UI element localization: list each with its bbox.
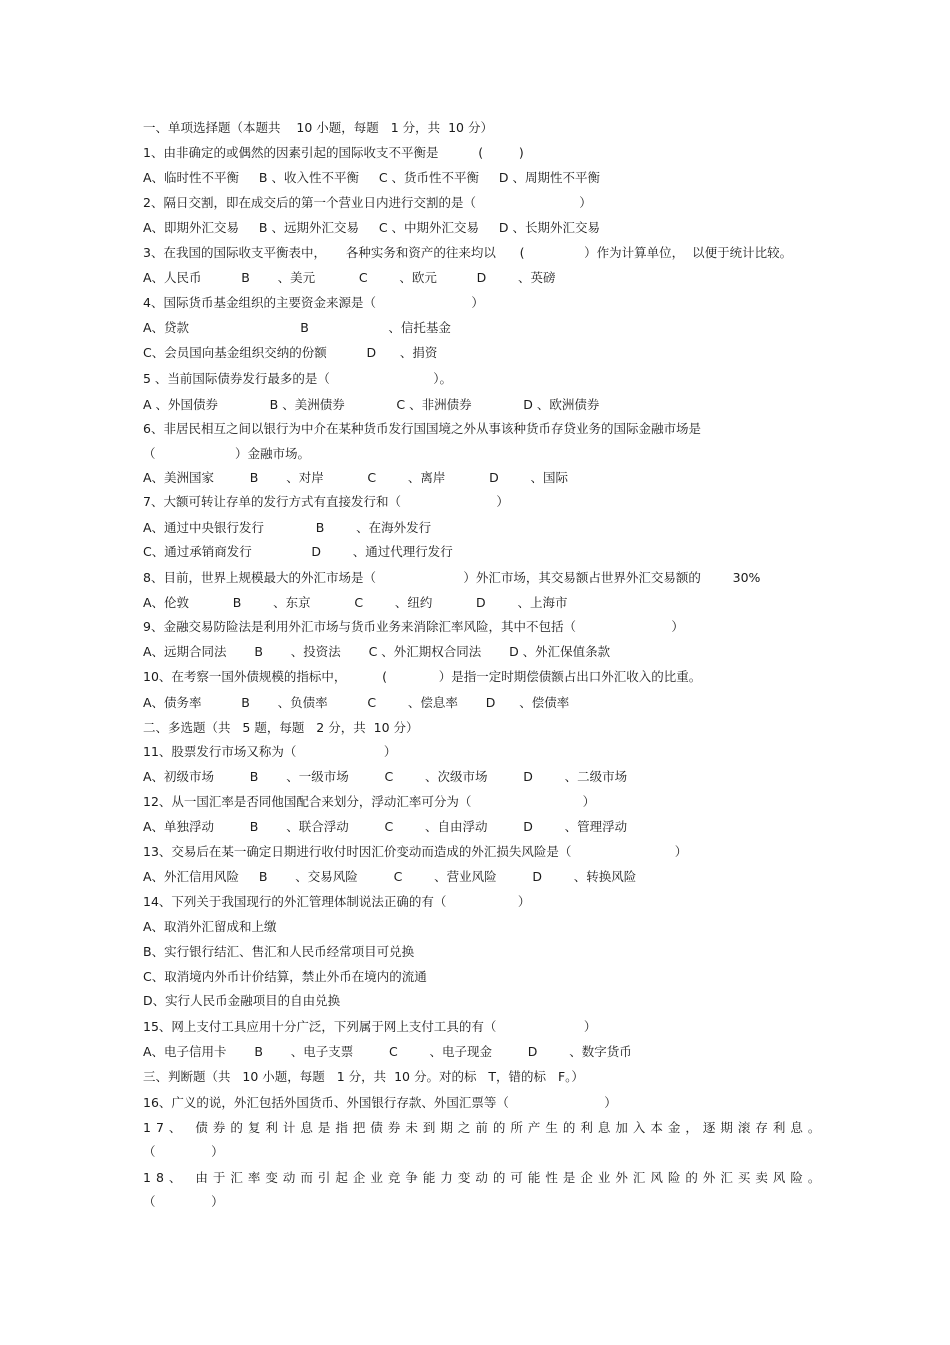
question-17: 17、 债券的复利计息是指把债券未到期之前的所产生的利息加入本金，逐期滚存利息。 bbox=[143, 1120, 826, 1135]
question-17-blank: （ ） bbox=[143, 1144, 224, 1159]
question-15-options: A、电子信用卡 B 、电子支票 C 、电子现金 D 、数字货币 bbox=[143, 1044, 632, 1059]
section-heading-true-false: 三、判断题（共 10 小题，每题 1 分，共 10 分。对的标 T，错的标 F。） bbox=[143, 1069, 584, 1084]
question-14: 14、下列关于我国现行的外汇管理体制说法正确的有（ ） bbox=[143, 894, 531, 909]
question-7: 7、大额可转让存单的发行方式有直接发行和（ ） bbox=[143, 494, 509, 509]
question-3-options: A、人民币 B 、美元 C 、欧元 D 、英磅 bbox=[143, 270, 556, 285]
question-13: 13、交易后在某一确定日期进行收付时因汇价变动而造成的外汇损失风险是（ ） bbox=[143, 844, 688, 859]
question-10: 10、在考察一国外债规模的指标中， ( ）是指一定时期偿债额占出口外汇收入的比重。 bbox=[143, 669, 702, 684]
question-15: 15、网上支付工具应用十分广泛，下列属于网上支付工具的有（ ） bbox=[143, 1019, 597, 1034]
question-9-options: A、远期合同法 B 、投资法 C 、外汇期权合同法 D 、外汇保值条款 bbox=[143, 644, 611, 659]
question-2-options: A、即期外汇交易 B 、远期外汇交易 C 、中期外汇交易 D 、长期外汇交易 bbox=[143, 220, 601, 235]
question-2: 2、隔日交割，即在成交后的第一个营业日内进行交割的是（ ） bbox=[143, 195, 592, 210]
question-3: 3、在我国的国际收支平衡表中， 各种实务和资产的往来均以 ( ）作为计算单位， 以便于统计比较。 bbox=[143, 245, 793, 260]
question-5: 5 、当前国际债券发行最多的是（ ）。 bbox=[143, 371, 452, 386]
question-5-options: A 、外国债券 B 、美洲债券 C 、非洲债券 D 、欧洲债券 bbox=[143, 397, 600, 412]
question-6: 6、非居民相互之间以银行为中介在某种货币发行国国境之外从事该种货币存贷业务的国际金融市场是 bbox=[143, 421, 701, 436]
question-6-continued: （ ）金融市场。 bbox=[143, 446, 310, 461]
section-heading-single-choice: 一、单项选择题（本题共 10 小题，每题 1 分，共 10 分） bbox=[143, 120, 493, 135]
question-1-options: A、临时性不平衡 B 、收入性不平衡 C 、货币性不平衡 D 、周期性不平衡 bbox=[143, 170, 601, 185]
question-7-options-ab: A、通过中央银行发行 B 、在海外发行 bbox=[143, 520, 432, 535]
question-7-options-cd: C、通过承销商发行 D 、通过代理行发行 bbox=[143, 544, 453, 559]
question-8-options: A、伦敦 B 、东京 C 、纽约 D 、上海市 bbox=[143, 595, 568, 610]
question-9: 9、金融交易防险法是利用外汇市场与货币业务来消除汇率风险，其中不包括（ ） bbox=[143, 619, 684, 634]
question-14-option-c: C、取消境内外币计价结算，禁止外币在境内的流通 bbox=[143, 969, 427, 984]
question-11-options: A、初级市场 B 、一级市场 C 、次级市场 D 、二级市场 bbox=[143, 769, 628, 784]
question-18: 18、 由于汇率变动而引起企业竞争能力变动的可能性是企业外汇风险的外汇买卖风险。 bbox=[143, 1170, 826, 1185]
question-4: 4、国际货币基金组织的主要资金来源是（ ） bbox=[143, 295, 484, 310]
question-4-options-cd: C、会员国向基金组织交纳的份额 D 、捐资 bbox=[143, 345, 438, 360]
question-13-options: A、外汇信用风险 B 、交易风险 C 、营业风险 D 、转换风险 bbox=[143, 869, 637, 884]
question-12-options: A、单独浮动 B 、联合浮动 C 、自由浮动 D 、管理浮动 bbox=[143, 819, 628, 834]
question-14-option-a: A、取消外汇留成和上缴 bbox=[143, 919, 277, 934]
question-8: 8、目前，世界上规模最大的外汇市场是（ ）外汇市场，其交易额占世界外汇交易额的 30% bbox=[143, 570, 761, 585]
question-10-options: A、债务率 B 、负债率 C 、偿息率 D 、偿债率 bbox=[143, 695, 570, 710]
question-18-blank: （ ） bbox=[143, 1194, 224, 1209]
question-14-option-d: D、实行人民币金融项目的自由兑换 bbox=[143, 993, 341, 1008]
question-16: 16、广义的说，外汇包括外国货币、外国银行存款、外国汇票等（ ） bbox=[143, 1095, 617, 1110]
question-6-options: A、美洲国家 B 、对岸 C 、离岸 D 、国际 bbox=[143, 470, 569, 485]
question-11: 11、股票发行市场又称为（ ） bbox=[143, 744, 397, 759]
question-14-option-b: B、实行银行结汇、售汇和人民币经常项目可兑换 bbox=[143, 944, 415, 959]
question-12: 12、从一国汇率是否同他国配合来划分，浮动汇率可分为（ ） bbox=[143, 794, 596, 809]
question-1: 1、由非确定的或偶然的因素引起的国际收支不平衡是 ( ) bbox=[143, 145, 524, 160]
section-heading-multiple-choice: 二、多选题（共 5 题，每题 2 分，共 10 分） bbox=[143, 720, 419, 735]
question-4-options-ab: A、贷款 B 、信托基金 bbox=[143, 320, 451, 335]
